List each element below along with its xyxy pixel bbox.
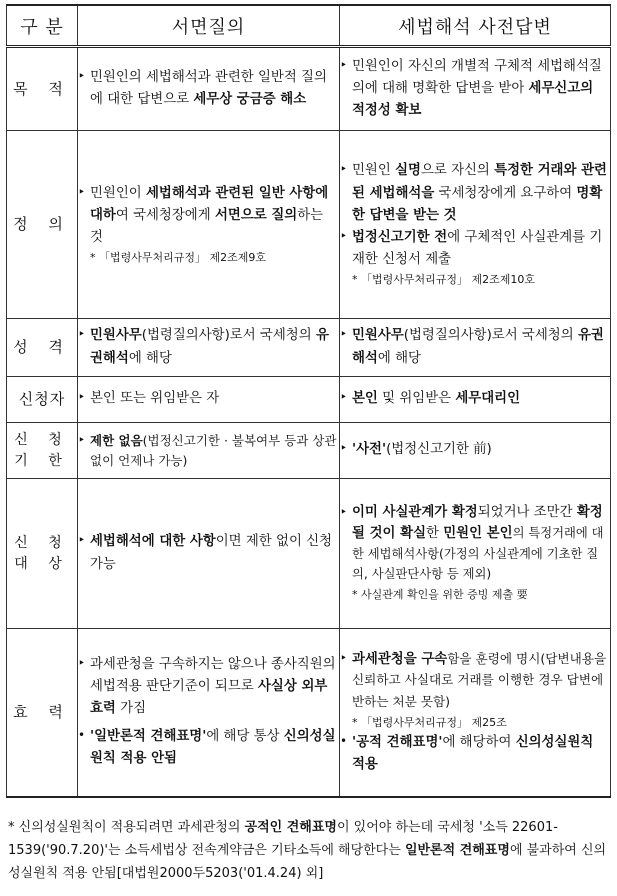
comparison-table	[6, 4, 611, 798]
row-target	[7, 479, 611, 629]
label-applicant: 신청자	[7, 377, 78, 423]
target-advance: ‣ 이미 사실관계가 확정되었거나 조만간 확정될 것이 확실한 민원인 본인의 특정거래에 대한 세법해석사항(가정의 사실관계에 기초한 질의, 사실판단사항 등 제외) * 사실관계 확인을 위한 증빙 제출 要	[340, 479, 611, 629]
label-purpose: 목 적	[7, 47, 78, 131]
deadline-advance: ‣ '사전'(법정신고기한 前)	[340, 423, 611, 479]
applicant-written: ‣ 본인 또는 위임받은 자	[78, 377, 340, 423]
label-target: 신 청 대 상	[7, 479, 78, 629]
effect-written: ‣ 과세관청을 구속하지는 않으나 종사직원의 세법적용 판단기준이 되므로 사실상 외부효력 가짐 • '일반론적 견해표명'에 해당 통상 신의성실원칙 적용 안됨	[78, 629, 340, 797]
definition-advance-note: * 「법령사무처리규정」 제2조제10호	[352, 272, 535, 286]
deadline-written: ‣ 제한 없음(법정신고기한 · 불복여부 등과 상관없이 언제나 가능)	[78, 423, 340, 479]
row-nature	[7, 319, 611, 377]
nature-written: ‣ 민원사무(법령질의사항)로서 국세청의 유권해석에 해당	[78, 319, 340, 377]
effect-advance-note: * 「법령사무처리규정」 제25조	[352, 715, 507, 729]
effect-advance: ‣ 과세관청을 구속함을 훈령에 명시(답변내용을 신뢰하고 사실대로 거래를 이행한 경우 답변에 반하는 처분 못함) * 「법령사무처리규정」 제25조 • '공적 견해표명'에 해당하여 신의성실원칙 적용	[340, 629, 611, 797]
label-nature: 성 격	[7, 319, 78, 377]
label-effect: 효 력	[7, 629, 78, 797]
row-effect	[7, 629, 611, 797]
row-deadline	[7, 423, 611, 479]
label-definition: 정 의	[7, 131, 78, 319]
footnote: * 신의성실원칙이 적용되려면 과세관청의 공적인 견해표명이 있어야 하는데 국세청 '소득 22601-1539('90.7.20)'는 소득세법상 전속계약금은 기타소득에 해당한다는 일반론적 견해표명에 불과하여 신의성실원칙 적용 안됨[대법원2000두5203('01.4.24) 외]	[8, 820, 607, 881]
header-advance-ruling: 세법해석 사전답변	[340, 5, 611, 47]
row-applicant	[7, 377, 611, 423]
nature-advance: ‣ 민원사무(법령질의사항)로서 국세청의 유권해석에 해당	[340, 319, 611, 377]
purpose-written: ‣ 민원인의 세법해석과 관련한 일반적 질의에 대한 답변으로 세무상 궁금증 해소	[78, 47, 340, 131]
header-written-inquiry: 서면질의	[78, 5, 340, 47]
target-advance-note: * 사실관계 확인을 위한 증빙 제출 要	[352, 588, 528, 602]
definition-advance: ‣ 민원인 실명으로 자신의 특정한 거래와 관련된 세법해석을 국세청장에게 요구하여 명확한 답변을 받는 것 ‣ 법정신고기한 전에 구체적인 사실관계를 기재한 신청서 제출 * 「법령사무처리규정」 제2조제10호	[340, 131, 611, 319]
header-category: 구 분	[7, 5, 78, 47]
applicant-advance: ‣ 본인 및 위임받은 세무대리인	[340, 377, 611, 423]
target-written: ‣ 세법해석에 대한 사항이면 제한 없이 신청 가능	[78, 479, 340, 629]
row-purpose	[7, 47, 611, 131]
definition-written-note: * 「법령사무처리규정」 제2조제9호	[90, 250, 267, 264]
table-header-row	[7, 5, 611, 47]
label-deadline: 신 청 기 한	[7, 423, 78, 479]
definition-written: ‣ 민원인이 세법해석과 관련된 일반 사항에 대하여 국세청장에게 서면으로 질의하는 것 * 「법령사무처리규정」 제2조제9호	[78, 131, 340, 319]
row-definition	[7, 131, 611, 319]
purpose-advance: ‣ 민원인이 자신의 개별적 구체적 세법해석질의에 대해 명확한 답변을 받아 세무신고의 적정성 확보	[340, 47, 611, 131]
